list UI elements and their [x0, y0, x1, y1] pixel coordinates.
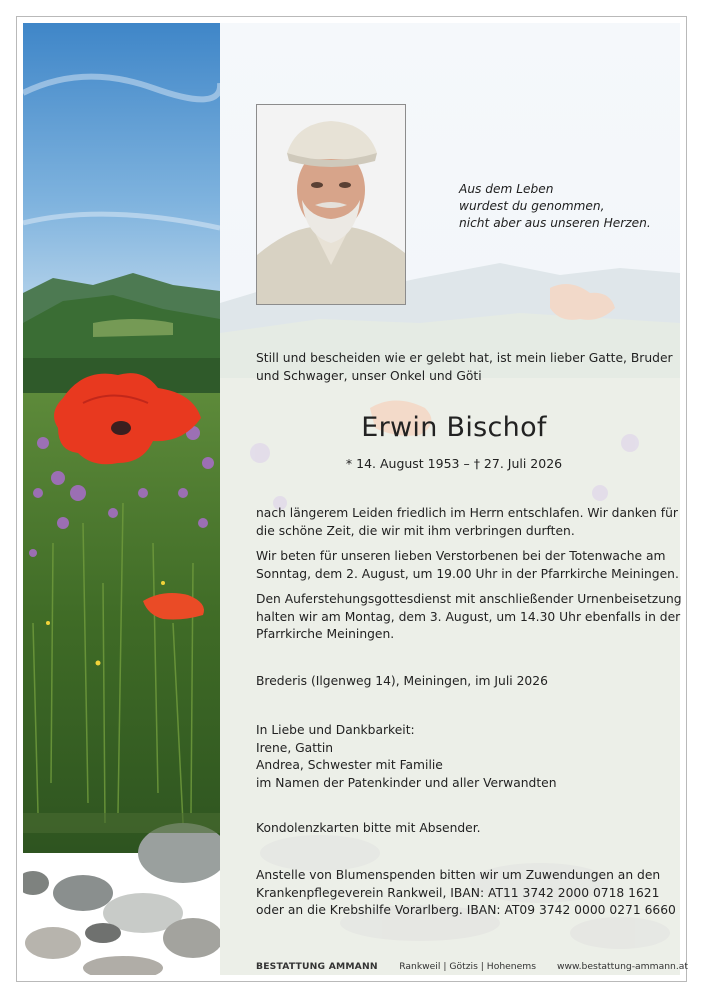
paragraph-passing [256, 505, 678, 540]
condolence-note: Kondolenzkarten bitte mit Absender. [256, 821, 481, 835]
place-date: Brederis (Ilgenweg 14), Meiningen, im Juli 2026 [256, 674, 548, 688]
mourner-line: Irene, Gattin [256, 740, 334, 755]
brand-prefix: BESTATTUNG [256, 961, 326, 972]
quote-line: wurdest du genommen, [459, 199, 605, 213]
quote-line: nicht aber aus unseren Herzen. [459, 216, 651, 230]
mourner-line: im Namen der Patenkinder und aller Verwandten [256, 775, 557, 790]
deceased-name: Erwin Bischof [361, 412, 547, 443]
paragraph-service [256, 591, 682, 644]
paragraph-line: Den Auferstehungsgottesdienst mit anschließender Urnenbeisetzung [256, 592, 682, 606]
portrait-photo [256, 104, 406, 305]
funeral-home-brand [256, 961, 381, 972]
meadow-photo [23, 23, 220, 975]
paragraph-line: Wir beten für unseren lieben Verstorbenen bei der Totenwache am [256, 549, 666, 563]
brand-name: AMMANN [328, 961, 378, 972]
life-dates: * 14. August 1953 – † 27. Juli 2026 [345, 456, 563, 471]
paragraph-line: Pfarrkirche Meiningen. [256, 627, 395, 642]
intro-line: und Schwager, unser Onkel und Göti [256, 368, 482, 383]
paragraph-line: halten wir am Montag, dem 3. August, um 14.30 Uhr ebenfalls in der [256, 609, 681, 624]
footer-locations: Rankweil | Götzis | Hohenems [399, 961, 537, 972]
funeral-home-footer [256, 961, 689, 972]
intro-line: Still und bescheiden wie er gelebt hat, ist mein lieber Gatte, Bruder [256, 351, 673, 365]
footer-website[interactable]: www.bestattung-ammann.at [556, 961, 689, 972]
paragraph-wake [256, 548, 679, 583]
mourner-line: Andrea, Schwester mit Familie [256, 758, 443, 773]
mourners-list [256, 722, 656, 792]
paragraph-line: Sonntag, dem 2. August, um 19.00 Uhr in der Pfarrkirche Meiningen. [256, 566, 679, 581]
quote-line: Aus dem Leben [459, 182, 554, 196]
donation-line: oder an die Krebshilfe Vorarlberg. IBAN: AT09 3742 0000 0271 6660 [256, 903, 676, 918]
donation-line: Krankenpflegeverein Rankweil, IBAN: AT11 3742 2000 0718 1621 [256, 885, 660, 900]
paragraph-line: nach längerem Leiden friedlich im Herrn entschlafen. Wir danken für [256, 506, 678, 520]
intro-text [256, 350, 673, 385]
mourners-heading: In Liebe und Dankbarkeit: [256, 723, 415, 737]
paragraph-line: die schöne Zeit, die wir mit ihm verbringen durften. [256, 523, 575, 538]
memorial-quote [459, 181, 659, 232]
donation-note [256, 867, 676, 920]
donation-line: Anstelle von Blumenspenden bitten wir um Zuwendungen an den [256, 868, 661, 882]
